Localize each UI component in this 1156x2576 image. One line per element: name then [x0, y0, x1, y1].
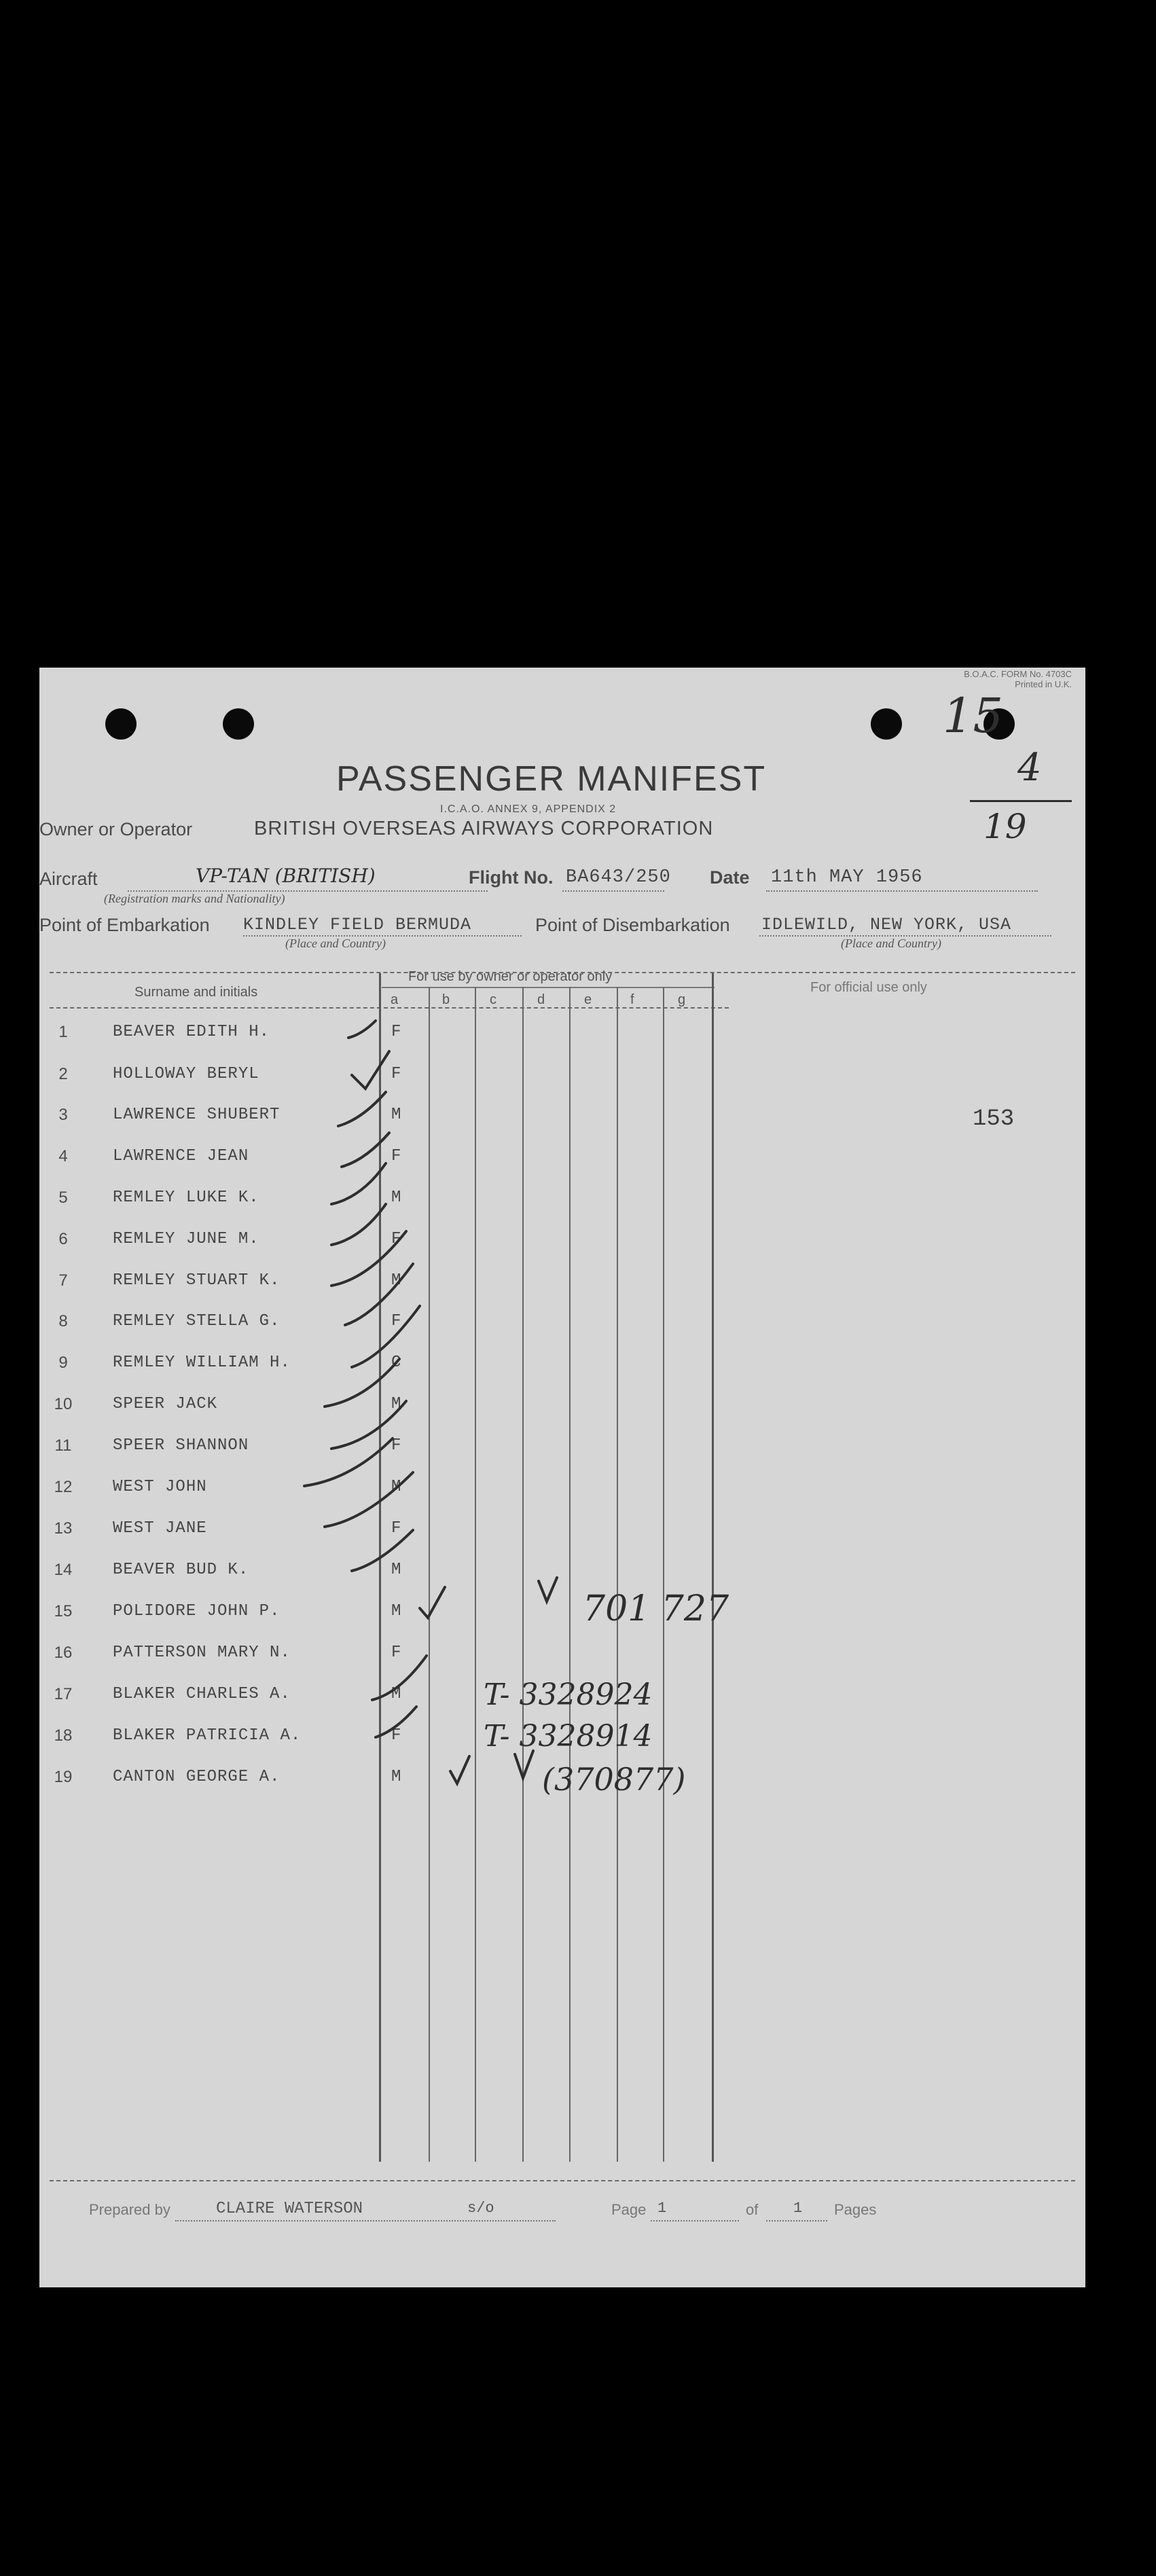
handwritten-number-19: 19 — [983, 807, 1027, 846]
page-underline — [651, 2220, 739, 2221]
passenger-category: F — [391, 1147, 401, 1165]
annotation-row19: (370877) — [542, 1761, 686, 1798]
row-number: 4 — [58, 1147, 68, 1165]
row-number: 15 — [54, 1602, 73, 1620]
tick-mark — [342, 1133, 389, 1167]
name-column-header: Surname and initials — [134, 985, 258, 1000]
handwritten-number-4: 4 — [1017, 746, 1042, 790]
handwritten-tick-marks — [39, 668, 1085, 1890]
row-number: 2 — [58, 1065, 68, 1083]
row-number: 17 — [54, 1685, 73, 1703]
tick-mark — [331, 1401, 406, 1449]
of-underline — [766, 2220, 827, 2221]
row-number: 6 — [58, 1230, 68, 1248]
passenger-category: M — [391, 1685, 401, 1703]
passenger-name: SPEER SHANNON — [113, 1436, 249, 1455]
tick-mark — [372, 1656, 427, 1700]
col-letter-f: f — [630, 992, 634, 1007]
page-subtitle: I.C.A.O. ANNEX 9, APPENDIX 2 — [440, 803, 617, 815]
annotation-row15: 701 727 — [583, 1589, 729, 1629]
row-number: 3 — [58, 1106, 68, 1124]
row-number: 11 — [54, 1436, 72, 1455]
col-letter-c: c — [490, 992, 496, 1007]
page-label: Page — [611, 2201, 647, 2218]
row-number: 5 — [58, 1189, 68, 1207]
tick-mark — [345, 1264, 413, 1325]
tick-mark — [338, 1092, 386, 1126]
flight-label: Flight No. — [469, 867, 554, 888]
passenger-name: LAWRENCE SHUBERT — [113, 1106, 281, 1124]
row-number: 8 — [58, 1312, 68, 1330]
passenger-category: F — [391, 1436, 401, 1455]
row-number: 12 — [54, 1478, 73, 1496]
official-column-header: For official use only — [810, 980, 927, 995]
annotation-row18: T- 3328914 — [484, 1719, 653, 1754]
passenger-category: M — [391, 1602, 401, 1620]
passenger-category: M — [391, 1106, 401, 1124]
owner-label: Owner or Operator — [39, 819, 193, 839]
page-value: 1 — [657, 2200, 667, 2217]
row-number: 19 — [54, 1768, 73, 1786]
row-number: 1 — [58, 1023, 68, 1041]
passenger-name: HOLLOWAY BERYL — [113, 1065, 259, 1083]
owner-columns-header: For use by owner or operator only — [408, 969, 613, 984]
row-number: 10 — [54, 1395, 73, 1413]
passenger-category: M — [391, 1271, 401, 1290]
row-number: 13 — [54, 1519, 73, 1538]
passenger-category: M — [391, 1768, 401, 1786]
passenger-name: REMLEY WILLIAM H. — [113, 1354, 291, 1372]
passenger-name: BEAVER EDITH H. — [113, 1023, 270, 1041]
tick-mark — [331, 1163, 386, 1204]
row-number: 7 — [58, 1271, 68, 1290]
passenger-name: LAWRENCE JEAN — [113, 1147, 249, 1165]
tick-mark — [325, 1472, 413, 1527]
page-title: PASSENGER MANIFEST — [336, 759, 767, 799]
passenger-category: F — [391, 1230, 401, 1248]
passenger-category: F — [391, 1065, 401, 1083]
embarkation-label: Point of Embarkation — [39, 915, 210, 935]
tick-mark — [450, 1756, 469, 1783]
official-use-number: 153 — [973, 1106, 1015, 1132]
passenger-category: F — [391, 1726, 401, 1745]
passenger-category: F — [391, 1519, 401, 1538]
tick-mark — [420, 1587, 445, 1618]
of-value: 1 — [793, 2200, 803, 2217]
prepared-value: CLAIRE WATERSON — [216, 2200, 363, 2218]
col-letter-g: g — [678, 992, 686, 1007]
passenger-category: F — [391, 1023, 401, 1041]
tick-mark — [515, 1751, 533, 1778]
passenger-category: M — [391, 1189, 401, 1207]
tick-mark — [352, 1530, 413, 1571]
row-number: 16 — [54, 1644, 73, 1662]
row-number: 18 — [54, 1726, 73, 1745]
of-label: of — [746, 2201, 759, 2218]
printed-in-text: Printed in U.K. — [1015, 679, 1072, 689]
flight-value: BA643/250 — [566, 867, 671, 888]
col-letter-e: e — [584, 992, 592, 1007]
tick-mark — [539, 1578, 557, 1601]
tick-mark — [331, 1204, 386, 1245]
passenger-name: BLAKER CHARLES A. — [113, 1685, 291, 1703]
passenger-category: C — [391, 1354, 401, 1372]
annotation-row17: T- 3328924 — [484, 1677, 653, 1712]
date-value: 11th MAY 1956 — [771, 867, 923, 888]
date-label: Date — [710, 867, 750, 888]
form-number-text: B.O.A.C. FORM No. 4703C — [964, 669, 1072, 679]
disembarkation-note: (Place and Country) — [841, 937, 941, 950]
passenger-name: POLIDORE JOHN P. — [113, 1602, 281, 1620]
col-letter-b: b — [442, 992, 450, 1007]
footer-rule — [50, 2180, 1075, 2181]
embarkation-value: KINDLEY FIELD BERMUDA — [243, 915, 472, 935]
prepared-label: Prepared by — [89, 2201, 170, 2218]
passenger-name: REMLEY STUART K. — [113, 1271, 281, 1290]
passenger-name: BEAVER BUD K. — [113, 1561, 249, 1579]
prepared-suffix: s/o — [467, 2200, 494, 2217]
passenger-name: REMLEY LUKE K. — [113, 1189, 259, 1207]
passenger-category: M — [391, 1561, 401, 1579]
prepared-underline — [175, 2220, 556, 2221]
manifest-sheet — [39, 668, 1085, 2287]
passenger-name: BLAKER PATRICIA A. — [113, 1726, 302, 1745]
aircraft-label: Aircraft — [39, 869, 98, 889]
passenger-category: M — [391, 1478, 401, 1496]
passenger-name: REMLEY JUNE M. — [113, 1230, 259, 1248]
tick-mark — [352, 1051, 389, 1089]
passenger-name: WEST JANE — [113, 1519, 207, 1538]
passenger-name: PATTERSON MARY N. — [113, 1644, 291, 1662]
handwritten-number-15: 15 — [943, 688, 1004, 744]
tick-mark — [376, 1707, 416, 1737]
passenger-name: CANTON GEORGE A. — [113, 1768, 281, 1786]
tick-mark — [325, 1359, 399, 1407]
passenger-category: F — [391, 1312, 401, 1330]
disembarkation-value: IDLEWILD, NEW YORK, USA — [761, 915, 1012, 935]
owner-value: BRITISH OVERSEAS AIRWAYS CORPORATION — [254, 818, 714, 839]
passenger-name: REMLEY STELLA G. — [113, 1312, 281, 1330]
col-letter-a: a — [391, 992, 399, 1007]
embarkation-note: (Place and Country) — [285, 937, 386, 950]
passenger-category: M — [391, 1395, 401, 1413]
pages-label: Pages — [834, 2201, 877, 2218]
passenger-name: WEST JOHN — [113, 1478, 207, 1496]
row-number: 9 — [58, 1354, 68, 1372]
disembarkation-label: Point of Disembarkation — [535, 915, 730, 935]
aircraft-note: (Registration marks and Nationality) — [104, 892, 285, 905]
tick-mark — [348, 1021, 376, 1038]
tick-mark — [331, 1231, 406, 1286]
col-letter-d: d — [537, 992, 545, 1007]
passenger-name: SPEER JACK — [113, 1395, 218, 1413]
row-number: 14 — [54, 1561, 73, 1579]
aircraft-value: VP-TAN (BRITISH) — [196, 865, 376, 887]
passenger-category: F — [391, 1644, 401, 1662]
